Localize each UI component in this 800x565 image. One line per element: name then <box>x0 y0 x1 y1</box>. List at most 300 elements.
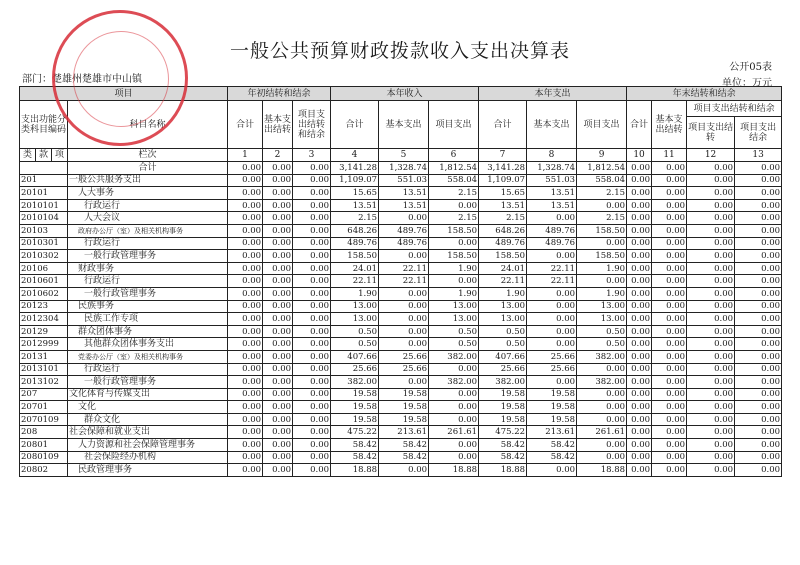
cell-col-4: 1,109.07 <box>331 174 379 187</box>
cell-col-4: 648.26 <box>331 224 379 237</box>
cell-col-7: 22.11 <box>479 275 527 288</box>
cell-col-7: 19.58 <box>479 388 527 401</box>
cell-col-7: 13.51 <box>479 199 527 212</box>
cell-col-9: 0.00 <box>577 388 627 401</box>
cell-col-2: 0.00 <box>263 275 293 288</box>
cell-col-12: 0.00 <box>687 237 735 250</box>
cell-col-10: 0.00 <box>627 187 652 200</box>
table-row <box>20 174 782 187</box>
cell-col-3: 0.00 <box>293 224 331 237</box>
cell-col-11: 0.00 <box>652 363 687 376</box>
group-opening-balance: 年初结转和结余 <box>228 87 331 101</box>
cell-col-5: 0.00 <box>379 338 429 351</box>
row-code: 20103 <box>20 224 68 237</box>
cell-col-9: 158.50 <box>577 250 627 263</box>
cell-col-7: 382.00 <box>479 376 527 389</box>
cell-col-6: 0.00 <box>429 451 479 464</box>
col-total-4: 合计 <box>627 101 652 149</box>
cell-col-3: 0.00 <box>293 376 331 389</box>
cell-col-2: 0.00 <box>263 174 293 187</box>
cell-col-11: 0.00 <box>652 439 687 452</box>
cell-col-13: 0.00 <box>735 313 782 326</box>
cell-col-12: 0.00 <box>687 199 735 212</box>
lei-header: 类 <box>20 149 36 162</box>
cell-col-7: 407.66 <box>479 350 527 363</box>
col-num: 6 <box>429 149 479 162</box>
cell-col-7: 2.15 <box>479 212 527 225</box>
cell-col-10: 0.00 <box>627 262 652 275</box>
cell-col-9: 0.00 <box>577 439 627 452</box>
cell-col-7: 25.66 <box>479 363 527 376</box>
cell-col-10: 0.00 <box>627 162 652 175</box>
cell-col-12: 0.00 <box>687 451 735 464</box>
cell-col-9: 18.88 <box>577 464 627 477</box>
cell-col-2: 0.00 <box>263 338 293 351</box>
cell-col-3: 0.00 <box>293 275 331 288</box>
cell-col-2: 0.00 <box>263 376 293 389</box>
cell-col-7: 0.50 <box>479 338 527 351</box>
cell-col-6: 13.00 <box>429 313 479 326</box>
cell-col-6: 158.50 <box>429 224 479 237</box>
cell-col-11: 0.00 <box>652 451 687 464</box>
cell-col-9: 0.00 <box>577 275 627 288</box>
cell-col-5: 1,328.74 <box>379 162 429 175</box>
cell-col-4: 489.76 <box>331 237 379 250</box>
cell-col-6: 2.15 <box>429 187 479 200</box>
cell-col-5: 13.51 <box>379 187 429 200</box>
cell-col-10: 0.00 <box>627 224 652 237</box>
table-row <box>20 376 782 389</box>
cell-col-13: 0.00 <box>735 376 782 389</box>
cell-col-9: 558.04 <box>577 174 627 187</box>
row-code <box>20 162 68 175</box>
row-code: 20802 <box>20 464 68 477</box>
project-header: 项目 <box>20 87 228 101</box>
cell-col-13: 0.00 <box>735 413 782 426</box>
cell-col-13: 0.00 <box>735 187 782 200</box>
cell-col-13: 0.00 <box>735 439 782 452</box>
cell-col-4: 0.50 <box>331 338 379 351</box>
cell-col-5: 25.66 <box>379 363 429 376</box>
cell-col-13: 0.00 <box>735 199 782 212</box>
cell-col-12: 0.00 <box>687 338 735 351</box>
row-name: 财政事务 <box>68 262 228 275</box>
cell-col-4: 58.42 <box>331 451 379 464</box>
cell-col-12: 0.00 <box>687 250 735 263</box>
cell-col-3: 0.00 <box>293 287 331 300</box>
cell-col-13: 0.00 <box>735 212 782 225</box>
col-proj-balance: 项目支出结转和结余 <box>293 101 331 149</box>
col-num: 8 <box>527 149 577 162</box>
cell-col-9: 158.50 <box>577 224 627 237</box>
table-row <box>20 313 782 326</box>
cell-col-6: 382.00 <box>429 376 479 389</box>
cell-col-5: 0.00 <box>379 250 429 263</box>
table-row <box>20 413 782 426</box>
table-row <box>20 325 782 338</box>
cell-col-8: 213.61 <box>527 426 577 439</box>
cell-col-13: 0.00 <box>735 224 782 237</box>
row-code: 20106 <box>20 262 68 275</box>
cell-col-3: 0.00 <box>293 464 331 477</box>
cell-col-6: 1.90 <box>429 262 479 275</box>
cell-col-12: 0.00 <box>687 174 735 187</box>
cell-col-13: 0.00 <box>735 162 782 175</box>
cell-col-10: 0.00 <box>627 174 652 187</box>
name-header: 科目名称 <box>68 101 228 149</box>
cell-col-4: 18.88 <box>331 464 379 477</box>
cell-col-7: 19.58 <box>479 413 527 426</box>
cell-col-10: 0.00 <box>627 212 652 225</box>
row-name: 社会保险经办机构 <box>68 451 228 464</box>
cell-col-6: 382.00 <box>429 350 479 363</box>
row-name: 一般公共服务支出 <box>68 174 228 187</box>
row-name: 政府办公厅（室）及相关机构事务 <box>68 224 228 237</box>
cell-col-12: 0.00 <box>687 187 735 200</box>
cell-col-5: 25.66 <box>379 350 429 363</box>
cell-col-13: 0.00 <box>735 350 782 363</box>
row-name: 行政运行 <box>68 363 228 376</box>
cell-col-8: 1,328.74 <box>527 162 577 175</box>
cell-col-8: 22.11 <box>527 275 577 288</box>
table-row <box>20 426 782 439</box>
group-closing-balance: 年末结转和结余 <box>627 87 782 101</box>
cell-col-6: 261.61 <box>429 426 479 439</box>
cell-col-12: 0.00 <box>687 376 735 389</box>
cell-col-9: 0.00 <box>577 363 627 376</box>
cell-col-13: 0.00 <box>735 325 782 338</box>
cell-col-11: 0.00 <box>652 287 687 300</box>
cell-col-9: 1.90 <box>577 287 627 300</box>
col-basic-3: 基本支出 <box>527 101 577 149</box>
row-code: 20131 <box>20 350 68 363</box>
cell-col-11: 0.00 <box>652 464 687 477</box>
cell-col-4: 158.50 <box>331 250 379 263</box>
cell-col-2: 0.00 <box>263 199 293 212</box>
cell-col-2: 0.00 <box>263 287 293 300</box>
col-num: 7 <box>479 149 527 162</box>
cell-col-5: 0.00 <box>379 376 429 389</box>
cell-col-12: 0.00 <box>687 300 735 313</box>
cell-col-4: 475.22 <box>331 426 379 439</box>
cell-col-8: 58.42 <box>527 439 577 452</box>
cell-col-5: 19.58 <box>379 413 429 426</box>
row-name: 社会保障和就业支出 <box>68 426 228 439</box>
cell-col-1: 0.00 <box>228 224 263 237</box>
cell-col-5: 22.11 <box>379 275 429 288</box>
cell-col-10: 0.00 <box>627 313 652 326</box>
row-code: 2012999 <box>20 338 68 351</box>
cell-col-11: 0.00 <box>652 174 687 187</box>
cell-col-1: 0.00 <box>228 325 263 338</box>
cell-col-8: 0.00 <box>527 338 577 351</box>
cell-col-1: 0.00 <box>228 363 263 376</box>
cell-col-10: 0.00 <box>627 338 652 351</box>
cell-col-3: 0.00 <box>293 199 331 212</box>
cell-col-12: 0.00 <box>687 363 735 376</box>
cell-col-4: 19.58 <box>331 388 379 401</box>
cell-col-10: 0.00 <box>627 376 652 389</box>
cell-col-1: 0.00 <box>228 426 263 439</box>
col-basic-balance: 基本支出结转 <box>263 101 293 149</box>
table-row <box>20 300 782 313</box>
table-row <box>20 338 782 351</box>
cell-col-12: 0.00 <box>687 413 735 426</box>
cell-col-1: 0.00 <box>228 250 263 263</box>
cell-col-5: 0.00 <box>379 313 429 326</box>
cell-col-4: 58.42 <box>331 439 379 452</box>
cell-col-9: 0.00 <box>577 237 627 250</box>
row-name: 人大会议 <box>68 212 228 225</box>
cell-col-3: 0.00 <box>293 426 331 439</box>
col-total-3: 合计 <box>479 101 527 149</box>
group-expense: 本年支出 <box>479 87 627 101</box>
cell-col-10: 0.00 <box>627 250 652 263</box>
cell-col-13: 0.00 <box>735 174 782 187</box>
table-row <box>20 350 782 363</box>
cell-col-10: 0.00 <box>627 464 652 477</box>
cell-col-9: 1,812.54 <box>577 162 627 175</box>
row-name: 行政运行 <box>68 199 228 212</box>
cell-col-8: 58.42 <box>527 451 577 464</box>
cell-col-11: 0.00 <box>652 401 687 414</box>
row-code: 2010101 <box>20 199 68 212</box>
table-row <box>20 287 782 300</box>
cell-col-10: 0.00 <box>627 275 652 288</box>
row-code: 2010301 <box>20 237 68 250</box>
cell-col-2: 0.00 <box>263 224 293 237</box>
cell-col-3: 0.00 <box>293 439 331 452</box>
cell-col-13: 0.00 <box>735 300 782 313</box>
cell-col-12: 0.00 <box>687 313 735 326</box>
cell-col-13: 0.00 <box>735 338 782 351</box>
col-proj-3: 项目支出 <box>577 101 627 149</box>
cell-col-10: 0.00 <box>627 300 652 313</box>
table-row <box>20 237 782 250</box>
cell-col-5: 0.00 <box>379 300 429 313</box>
table-row <box>20 224 782 237</box>
cell-col-9: 0.00 <box>577 451 627 464</box>
col-num: 13 <box>735 149 782 162</box>
cell-col-10: 0.00 <box>627 325 652 338</box>
cell-col-9: 0.50 <box>577 325 627 338</box>
cell-col-4: 19.58 <box>331 401 379 414</box>
cell-col-11: 0.00 <box>652 262 687 275</box>
department-label: 部门：楚雄州楚雄市中山镇 <box>22 74 142 85</box>
cell-col-7: 489.76 <box>479 237 527 250</box>
cell-col-9: 13.00 <box>577 313 627 326</box>
cell-col-10: 0.00 <box>627 401 652 414</box>
cell-col-10: 0.00 <box>627 426 652 439</box>
cell-col-1: 0.00 <box>228 439 263 452</box>
cell-col-10: 0.00 <box>627 287 652 300</box>
row-code: 20701 <box>20 401 68 414</box>
cell-col-8: 22.11 <box>527 262 577 275</box>
table-row <box>20 401 782 414</box>
xiang-header: 项 <box>52 149 68 162</box>
cell-col-3: 0.00 <box>293 401 331 414</box>
cell-col-8: 0.00 <box>527 376 577 389</box>
cell-col-4: 3,141.28 <box>331 162 379 175</box>
cell-col-1: 0.00 <box>228 199 263 212</box>
cell-col-13: 0.00 <box>735 287 782 300</box>
cell-col-6: 158.50 <box>429 250 479 263</box>
row-name: 群众文化 <box>68 413 228 426</box>
cell-col-1: 0.00 <box>228 212 263 225</box>
cell-col-5: 58.42 <box>379 451 429 464</box>
cell-col-3: 0.00 <box>293 250 331 263</box>
cell-col-8: 0.00 <box>527 300 577 313</box>
row-name: 文化 <box>68 401 228 414</box>
cell-col-2: 0.00 <box>263 262 293 275</box>
cell-col-8: 0.00 <box>527 212 577 225</box>
cell-col-3: 0.00 <box>293 262 331 275</box>
cell-col-6: 2.15 <box>429 212 479 225</box>
cell-col-6: 0.50 <box>429 325 479 338</box>
col-num: 5 <box>379 149 429 162</box>
cell-col-2: 0.00 <box>263 363 293 376</box>
cell-col-13: 0.00 <box>735 426 782 439</box>
cell-col-5: 19.58 <box>379 401 429 414</box>
cell-col-11: 0.00 <box>652 388 687 401</box>
col-num: 2 <box>263 149 293 162</box>
unit-label: 单位：万元 <box>722 78 772 89</box>
cell-col-1: 0.00 <box>228 451 263 464</box>
cell-col-7: 24.01 <box>479 262 527 275</box>
cell-col-6: 558.04 <box>429 174 479 187</box>
cell-col-11: 0.00 <box>652 376 687 389</box>
cell-col-3: 0.00 <box>293 350 331 363</box>
row-name: 群众团体事务 <box>68 325 228 338</box>
table-header <box>20 87 782 162</box>
row-code: 2010601 <box>20 275 68 288</box>
cell-col-4: 15.65 <box>331 187 379 200</box>
cell-col-2: 0.00 <box>263 237 293 250</box>
col-proj-2: 项目支出 <box>429 101 479 149</box>
col-num: 4 <box>331 149 379 162</box>
cell-col-11: 0.00 <box>652 325 687 338</box>
cell-col-4: 2.15 <box>331 212 379 225</box>
cell-col-2: 0.00 <box>263 250 293 263</box>
cell-col-2: 0.00 <box>263 313 293 326</box>
table-body <box>20 162 782 477</box>
cell-col-13: 0.00 <box>735 275 782 288</box>
cell-col-8: 19.58 <box>527 401 577 414</box>
cell-col-1: 0.00 <box>228 401 263 414</box>
cell-col-4: 407.66 <box>331 350 379 363</box>
cell-col-7: 13.00 <box>479 313 527 326</box>
cell-col-9: 2.15 <box>577 212 627 225</box>
row-code: 2070109 <box>20 413 68 426</box>
row-name: 民族事务 <box>68 300 228 313</box>
cell-col-8: 551.03 <box>527 174 577 187</box>
cell-col-9: 0.00 <box>577 413 627 426</box>
cell-col-9: 2.15 <box>577 187 627 200</box>
col-num: 10 <box>627 149 652 162</box>
cell-col-12: 0.00 <box>687 224 735 237</box>
cell-col-9: 1.90 <box>577 262 627 275</box>
row-name: 一般行政管理事务 <box>68 376 228 389</box>
cell-col-12: 0.00 <box>687 275 735 288</box>
cell-col-1: 0.00 <box>228 237 263 250</box>
cell-col-4: 19.58 <box>331 413 379 426</box>
col-proj-rest: 项目支出结余 <box>735 117 782 149</box>
cell-col-12: 0.00 <box>687 212 735 225</box>
row-name: 合计 <box>68 162 228 175</box>
col-num: 12 <box>687 149 735 162</box>
cell-col-7: 3,141.28 <box>479 162 527 175</box>
row-name: 民政管理事务 <box>68 464 228 477</box>
cell-col-8: 25.66 <box>527 363 577 376</box>
cell-col-12: 0.00 <box>687 388 735 401</box>
cell-col-11: 0.00 <box>652 162 687 175</box>
cell-col-8: 0.00 <box>527 325 577 338</box>
cell-col-2: 0.00 <box>263 162 293 175</box>
cell-col-1: 0.00 <box>228 376 263 389</box>
cell-col-10: 0.00 <box>627 199 652 212</box>
cell-col-2: 0.00 <box>263 388 293 401</box>
cell-col-4: 382.00 <box>331 376 379 389</box>
cell-col-5: 19.58 <box>379 388 429 401</box>
cell-col-13: 0.00 <box>735 262 782 275</box>
cell-col-8: 0.00 <box>527 250 577 263</box>
row-code: 20129 <box>20 325 68 338</box>
cell-col-3: 0.00 <box>293 325 331 338</box>
cell-col-6: 0.00 <box>429 401 479 414</box>
cell-col-8: 25.66 <box>527 350 577 363</box>
cell-col-6: 0.00 <box>429 275 479 288</box>
row-code: 20101 <box>20 187 68 200</box>
cell-col-3: 0.00 <box>293 388 331 401</box>
table-row <box>20 388 782 401</box>
table-row <box>20 199 782 212</box>
cell-col-6: 0.00 <box>429 199 479 212</box>
row-name: 其他群众团体事务支出 <box>68 338 228 351</box>
cell-col-1: 0.00 <box>228 287 263 300</box>
col-proj-carry: 项目支出结转 <box>687 117 735 149</box>
row-name: 人力资源和社会保障管理事务 <box>68 439 228 452</box>
cell-col-10: 0.00 <box>627 439 652 452</box>
cell-col-1: 0.00 <box>228 300 263 313</box>
cell-col-7: 19.58 <box>479 401 527 414</box>
cell-col-9: 0.00 <box>577 199 627 212</box>
cell-col-8: 13.51 <box>527 199 577 212</box>
cell-col-11: 0.00 <box>652 350 687 363</box>
cell-col-4: 13.00 <box>331 300 379 313</box>
cell-col-6: 0.50 <box>429 338 479 351</box>
row-code: 2010602 <box>20 287 68 300</box>
cell-col-3: 0.00 <box>293 313 331 326</box>
cell-col-8: 19.58 <box>527 413 577 426</box>
cell-col-10: 0.00 <box>627 350 652 363</box>
cell-col-3: 0.00 <box>293 300 331 313</box>
cell-col-13: 0.00 <box>735 237 782 250</box>
cell-col-1: 0.00 <box>228 275 263 288</box>
cell-col-7: 1.90 <box>479 287 527 300</box>
cell-col-1: 0.00 <box>228 350 263 363</box>
cell-col-6: 0.00 <box>429 413 479 426</box>
group-proj-balance: 项目支出结转和结余 <box>687 101 782 117</box>
row-code: 2010104 <box>20 212 68 225</box>
cell-col-5: 213.61 <box>379 426 429 439</box>
row-code: 20801 <box>20 439 68 452</box>
col-total-1: 合计 <box>228 101 263 149</box>
cell-col-6: 0.00 <box>429 363 479 376</box>
cell-col-12: 0.00 <box>687 464 735 477</box>
cell-col-12: 0.00 <box>687 350 735 363</box>
cell-col-10: 0.00 <box>627 413 652 426</box>
row-name: 行政运行 <box>68 237 228 250</box>
